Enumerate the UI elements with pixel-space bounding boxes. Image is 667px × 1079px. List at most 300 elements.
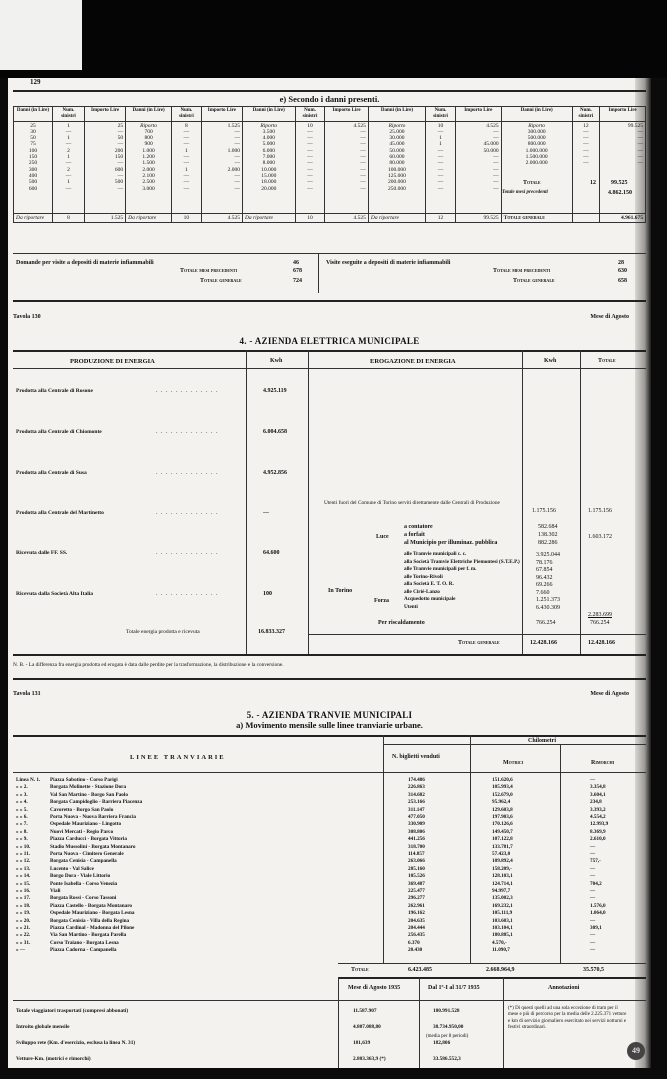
- danni-cell: 100: [28, 147, 38, 154]
- num-cell: —: [183, 141, 190, 148]
- line-rimorchi: —: [590, 777, 596, 783]
- imp-cell: —: [117, 141, 124, 148]
- summary-label: Introito globale mensile: [16, 1024, 70, 1030]
- line-motrici: 109.892,4: [492, 858, 513, 865]
- num-cell: —: [183, 154, 190, 161]
- forza-item: alla Società Tramvie Elettriche Piemontesi (S.T.E.P.): [404, 558, 520, 565]
- line-name: Val San Martino - Borgo San Paolo: [50, 791, 128, 798]
- num-cell: —: [183, 135, 190, 142]
- totale-generale-label: Totale generale: [501, 213, 572, 222]
- line-biglietti: 285.160: [408, 865, 425, 872]
- danni-cell: 7.000: [262, 154, 275, 161]
- col-header: Danni (in Lire): [501, 107, 572, 122]
- num-cell: —: [65, 185, 72, 192]
- col-header: Importo Lire: [455, 107, 501, 122]
- col-header: Num. sinistri: [52, 107, 84, 122]
- atm-tot-rim: 35.570,5: [583, 967, 604, 973]
- summary-v1: 4.807.088,80: [353, 1024, 381, 1030]
- line-number: » » 21.: [16, 925, 31, 931]
- num-cell: —: [437, 160, 444, 167]
- num-cell: 10: [307, 122, 313, 129]
- foot-label: Da riportare: [126, 213, 172, 222]
- line-biglietti: 105.526: [408, 873, 425, 880]
- danni-cell: 25.000: [389, 128, 405, 135]
- danni-cell: 80.000: [389, 160, 405, 167]
- sum-note: (*) Di questi quelli ad una sola eccezione di tram per il mese e più di percorso per la media delle 2.225.371 vetture e km di servizio giornaliero esercitato nei servizi notturni e festivi straordinari.: [508, 1006, 627, 1030]
- danni-cell: 500: [28, 179, 38, 186]
- per-riscaldamento: Per riscaldamento: [378, 620, 425, 626]
- line-name: Borgata Campidoglio - Barriera Piacenza: [50, 799, 143, 806]
- num-cell: 1: [67, 179, 70, 186]
- visite-val: 28: [618, 260, 624, 266]
- visite-tot-label: Totale generale: [513, 278, 555, 284]
- line-biglietti: 226.863: [408, 784, 425, 791]
- prod-val: 64.600: [263, 550, 280, 556]
- forza-item: alle Tramvie municipali c. c.: [404, 551, 467, 557]
- ric-val: 766.254: [536, 620, 556, 626]
- danni-cell: 600: [28, 185, 38, 192]
- num-cell: 2: [67, 147, 70, 154]
- prod-label: Prodotta alla Centrale di Chiomonte: [16, 429, 102, 435]
- danni-cell: Riporto: [388, 122, 406, 129]
- forza-label: Forza: [374, 598, 389, 604]
- line-name: Cavoretto - Borgo San Paolo: [50, 806, 114, 813]
- line-number: » » 12.: [16, 858, 31, 865]
- line-motrici: 152.679,0: [492, 791, 513, 798]
- num-cell: 12: [583, 122, 589, 129]
- col-header: Danni (in Lire): [126, 107, 172, 122]
- luce-item: a contatore: [404, 524, 433, 530]
- danni-values: [126, 121, 172, 213]
- foot-num: 10: [171, 213, 201, 222]
- num-cell: —: [583, 128, 589, 135]
- num-cell: —: [307, 154, 313, 161]
- num-cell: —: [583, 154, 589, 161]
- num-cell: 1: [439, 141, 442, 148]
- num-cell: 10: [437, 122, 444, 129]
- imp-cell: —: [493, 160, 499, 167]
- danni-cell: Riporto: [260, 122, 278, 129]
- line-name: Stadio Mussolini - Borgata Montanaro: [50, 843, 136, 850]
- line-biglietti: 196.162: [408, 910, 425, 917]
- line-rimorchi: —: [590, 873, 596, 880]
- danni-cell: 100.000: [388, 166, 406, 173]
- col-header: Num. sinistri: [295, 107, 325, 122]
- line-number: » » 5.: [16, 806, 28, 813]
- tavola-131: Tavola 131: [13, 691, 41, 697]
- imp-cell: —: [493, 135, 499, 142]
- line-motrici: 129.603,8: [492, 806, 513, 813]
- line-rimorchi: 1.064,0: [590, 910, 606, 917]
- line-motrici: 4.570,-: [492, 939, 507, 946]
- danni-cell: 800.000: [527, 141, 546, 148]
- line-name: Borgata Cenisia - Villa della Regina: [50, 917, 130, 924]
- section-title-danni: e) Secondo i danni presenti.: [279, 94, 380, 104]
- hdr-chilometri: Chilometri: [528, 738, 556, 744]
- line-rimorchi: 234,8: [590, 799, 602, 806]
- line-biglietti: 256.435: [408, 932, 425, 939]
- line-motrici: 105.993,4: [492, 784, 513, 791]
- line-name: Borgata Cenisia - Campanella: [50, 858, 117, 865]
- danni-cell: 3.000: [142, 185, 155, 192]
- foot-label: Da riportare: [242, 213, 295, 222]
- line-number: » » 17.: [16, 895, 31, 902]
- hdr-biglietti: N. biglietti venduti: [392, 754, 440, 760]
- foot-imp: 4.525: [325, 213, 369, 222]
- domande-label: Domande per visite a depositi di materie infiammabili: [16, 260, 154, 266]
- danni-cell: 60.000: [389, 154, 405, 161]
- imp-cell: 200: [114, 147, 124, 154]
- rule: [13, 90, 646, 92]
- danni-cell: 1.000: [142, 147, 155, 154]
- forza-item: Utenti: [404, 603, 418, 610]
- summary-v1: 11.587.907: [353, 1008, 377, 1014]
- imp-cell: 1.525: [227, 122, 240, 129]
- imp-cell: —: [234, 135, 240, 142]
- forza-item: alle Torino-Rivoli: [404, 573, 443, 580]
- scan-corner: [0, 0, 82, 70]
- num-cell: 1: [439, 135, 442, 142]
- forza-val: 3.925.044: [536, 552, 560, 558]
- danni-cell: Riporto: [528, 122, 546, 129]
- line-name: Piazza Sabotino - Corso Parigi: [50, 777, 118, 783]
- col-header: Importo Lire: [84, 107, 125, 122]
- line-rimorchi: —: [590, 895, 596, 902]
- imp-cell: 99.525: [627, 122, 643, 129]
- luce-val: 882.286: [538, 540, 558, 546]
- prod-label: Prodotta alla Centrale di Rosone: [16, 388, 93, 394]
- line-rimorchi: —: [590, 851, 596, 857]
- visite-tot-val: 658: [618, 278, 627, 284]
- num-cell: —: [437, 128, 444, 135]
- forza-item: alla Società E. T. O. R.: [404, 581, 454, 587]
- foot-label: Da riportare: [368, 213, 425, 222]
- line-biglietti: 369.487: [408, 880, 425, 887]
- danni-cell: 20.000: [261, 185, 277, 192]
- sum-hdr-3: Annotazioni: [548, 985, 580, 991]
- imp-cell: —: [637, 147, 643, 154]
- line-motrici: 11.090,7: [492, 947, 510, 954]
- line-biglietti: 20.430: [408, 947, 423, 954]
- num-cell: —: [183, 173, 190, 179]
- line-biglietti: 308.806: [408, 828, 425, 835]
- foot-imp: 99.525: [455, 213, 501, 222]
- line-number: » » 15.: [16, 880, 31, 887]
- num-values: [572, 121, 599, 213]
- atm-tot-big: 6.423.485: [408, 967, 432, 973]
- line-rimorchi: 1.576,0: [590, 902, 606, 909]
- line-number: » » 16.: [16, 888, 31, 894]
- line-biglietti: 441.256: [408, 836, 425, 843]
- imp-cell: 150: [114, 154, 124, 161]
- line-rimorchi: 3.604,1: [590, 791, 606, 798]
- line-name: Ospedale Mauriziano - Lingotto: [50, 821, 122, 828]
- imp-cell: —: [493, 173, 499, 179]
- line-rimorchi: —: [590, 917, 596, 924]
- col-header: Num. sinistri: [426, 107, 456, 122]
- line-biglietti: 204.635: [408, 917, 425, 924]
- col-header: Importo Lire: [325, 107, 369, 122]
- forza-val: 78.176: [536, 559, 553, 566]
- line-rimorchi: 3.393,2: [590, 806, 606, 813]
- line-motrici: 94.997,7: [492, 888, 511, 894]
- danni-cell: 50.000: [389, 147, 405, 154]
- line-number: » » 19.: [16, 910, 31, 917]
- foot-imp: 1.525: [84, 213, 125, 222]
- imp-cell: —: [117, 185, 124, 192]
- imp-cell: —: [234, 128, 240, 135]
- ric-tot: 766.254: [590, 620, 610, 626]
- num-cell: —: [307, 166, 313, 173]
- num-values: [426, 121, 456, 213]
- domande-tot-val: 724: [293, 278, 302, 284]
- forza-item: Acquedotto municipale: [404, 596, 456, 602]
- danni-cell: 25: [30, 122, 36, 129]
- danni-cell: 3.500: [262, 128, 275, 135]
- page-number-top: 129: [30, 78, 41, 86]
- totale-imp: 99.525: [611, 180, 628, 186]
- danni-cell: 10.000: [261, 166, 277, 173]
- num-cell: 1: [67, 135, 70, 142]
- danni-cell: 2.500: [142, 179, 155, 186]
- forza-val: 7.660: [536, 589, 550, 596]
- erog-total-label: Totale generale: [458, 640, 500, 646]
- danni-cell: 1.500: [142, 160, 155, 167]
- imp-cell: —: [234, 154, 240, 161]
- num-cell: —: [183, 128, 190, 135]
- imp-cell: 600: [114, 166, 124, 173]
- line-rimorchi: —: [590, 865, 596, 872]
- line-rimorchi: —: [590, 843, 596, 850]
- nb-note: N. B. - La differenza fra energia prodotta ed erogata è data dalle perdite per la trasformazione, la distribuzione e la conversione.: [13, 662, 284, 668]
- line-name: Piazza Castello - Borgata Montanaro: [50, 902, 133, 909]
- luce-val: 138.302: [538, 532, 558, 538]
- imp-cell: —: [637, 160, 643, 167]
- line-number: » » 13.: [16, 865, 31, 872]
- forza-val: 96.432: [536, 574, 553, 581]
- imp-cell: —: [360, 166, 366, 173]
- line-name: Piazza Cardinal - Madonna del Pilone: [50, 925, 135, 931]
- danni-cell: 300.000: [527, 128, 546, 135]
- foot-label: Da riportare: [14, 213, 53, 222]
- foot-num: 8: [52, 213, 84, 222]
- imp-cell: —: [493, 179, 499, 186]
- num-cell: —: [307, 160, 313, 167]
- num-values: [52, 121, 84, 213]
- hdr-kwh-2: Kwh: [544, 358, 557, 364]
- col-header: Danni (in Lire): [368, 107, 425, 122]
- line-rimorchi: 757,-: [590, 858, 601, 865]
- page-edge-shadow: [635, 78, 651, 1068]
- danni-cell: 250: [28, 160, 38, 167]
- line-biglietti: 253.166: [408, 799, 425, 806]
- line-motrici: 151.620,6: [492, 777, 513, 783]
- num-cell: —: [307, 185, 313, 192]
- forza-item: alle Cirié-Lanzo: [404, 588, 440, 595]
- col-header: Num. sinistri: [572, 107, 599, 122]
- danni-values: [242, 121, 295, 213]
- line-motrici: 105.111,9: [492, 910, 513, 917]
- line-motrici: 149.450,7: [492, 828, 513, 835]
- domande-prec-val: 678: [293, 268, 302, 274]
- col-header: Num. sinistri: [171, 107, 201, 122]
- num-cell: 1: [184, 166, 188, 173]
- line-motrici: 107.122,8: [492, 836, 513, 843]
- num-cell: 8: [184, 122, 188, 129]
- danni-cell: 1.000.000: [525, 147, 548, 154]
- page-number-bottom: 49: [627, 1042, 645, 1060]
- danni-cell: 8.000: [262, 160, 275, 167]
- imp-cell: 1.000: [227, 147, 240, 154]
- luce-tot: 1.603.172: [588, 534, 612, 540]
- luce-item: al Municipio per illuminaz. pubblica: [404, 540, 498, 546]
- summary-v2: 182,806: [433, 1040, 451, 1046]
- danni-cell: 125.000: [388, 173, 406, 179]
- atm-tot-label: Totale: [351, 967, 369, 973]
- line-number: » » 10.: [16, 843, 31, 850]
- line-biglietti: 225.477: [408, 888, 425, 894]
- document-page: [8, 78, 651, 1068]
- line-name: Piazza Carducci - Borgata Vittoria: [50, 836, 127, 843]
- erog-total: 12.428.166: [530, 640, 557, 646]
- prod-total: 16.833.327: [258, 629, 285, 635]
- danni-cell: 300: [28, 166, 38, 173]
- num-cell: —: [65, 173, 72, 179]
- sum-hdr-1: Mese di Agosto 1935: [348, 985, 401, 991]
- line-name: Lucento - Val Salice: [50, 865, 94, 872]
- hdr-rimorchi: Rimorchi: [591, 760, 615, 766]
- danni-cell: 150: [28, 154, 38, 161]
- danni-values: [14, 121, 53, 213]
- summary-v1: 2.803.363,9 (*): [353, 1056, 386, 1062]
- col-header: Danni (in Lire): [242, 107, 295, 122]
- imp-cell: 500: [114, 179, 124, 186]
- forza-val: 69.266: [536, 582, 553, 588]
- num-cell: —: [307, 179, 313, 186]
- num-cell: —: [437, 173, 444, 179]
- prod-val: —: [263, 510, 269, 516]
- num-cell: 1: [67, 122, 70, 129]
- imp-cell: —: [493, 185, 499, 192]
- line-number: » » 18.: [16, 902, 31, 909]
- line-name: Porta Nuova - Cimitero Generale: [50, 851, 124, 857]
- imp-cell: 50: [117, 135, 124, 142]
- imp-cell: —: [117, 128, 124, 135]
- line-number: » —: [16, 947, 26, 954]
- line-name: Corso Traiano - Borgata Lesna: [50, 939, 119, 946]
- danni-cell: 2.000: [142, 166, 155, 173]
- aem-title: 4. - AZIENDA ELETTRICA MUNICIPALE: [239, 336, 420, 346]
- line-rimorchi: 309,1: [590, 925, 602, 931]
- prod-label: Prodotta alla Centrale del Martinetto: [16, 510, 104, 516]
- line-name: Borgo Dora - Viale Littorio: [50, 873, 111, 880]
- prod-val: 4.925.119: [263, 388, 287, 394]
- forza-tot: 2.283.699: [588, 612, 612, 618]
- danni-cell: 15.000: [261, 173, 277, 179]
- line-motrici: 124.714,1: [492, 880, 513, 887]
- prod-label: Ricevuta dalle FF. SS.: [16, 550, 68, 556]
- num-cell: —: [65, 141, 72, 148]
- importo-values: [455, 121, 501, 213]
- line-name: Borgata Rossi - Corso Tassoni: [50, 895, 117, 902]
- line-motrici: 135.002,3: [492, 895, 513, 902]
- foot-imp: 4.525: [201, 213, 242, 222]
- imp-cell: —: [117, 173, 124, 179]
- danni-cell: 700: [144, 128, 153, 135]
- imp-cell: —: [493, 128, 499, 135]
- danni-cell: 2.000.000: [525, 160, 548, 167]
- imp-cell: —: [234, 141, 240, 148]
- leader-dots: . . . . . . . . . . . . .: [156, 388, 219, 394]
- hdr-produzione: PRODUZIONE DI ENERGIA: [70, 358, 155, 365]
- num-cell: —: [583, 160, 589, 167]
- line-rimorchi: —: [590, 932, 596, 939]
- line-motrici: 180.885,1: [492, 932, 513, 939]
- num-cell: —: [183, 160, 190, 167]
- leader-dots: . . . . . . . . . . . . .: [156, 429, 219, 435]
- line-rimorchi: 2.610,0: [590, 836, 606, 843]
- imp-cell: —: [637, 154, 643, 161]
- num-cell: —: [437, 154, 444, 161]
- leader-dots: . . . . . . . . . . . . .: [156, 550, 219, 556]
- line-motrici: 103.104,1: [492, 925, 513, 931]
- danni-table: [13, 106, 646, 223]
- imp-cell: —: [234, 173, 240, 179]
- imp-cell: 4.525: [353, 122, 366, 129]
- domande-val: 46: [293, 260, 299, 266]
- scan-dark-border: [0, 0, 667, 78]
- hdr-totale: Totale: [598, 358, 616, 364]
- line-number: » » 6.: [16, 814, 28, 820]
- imp-cell: —: [493, 166, 499, 173]
- num-cell: 2: [67, 166, 70, 173]
- line-motrici: 170.126,6: [492, 821, 513, 828]
- hdr-motrici: Motrici: [503, 760, 524, 766]
- danni-cell: 900: [144, 141, 153, 148]
- erog-total-2: 12.428.166: [588, 640, 615, 646]
- num-cell: 1: [184, 147, 188, 154]
- num-cell: —: [437, 185, 444, 192]
- imp-cell: 50.000: [483, 147, 499, 154]
- imp-cell: —: [360, 141, 366, 148]
- danni-values: [501, 121, 572, 213]
- num-cell: —: [307, 147, 313, 154]
- hdr-linee: LINEE TRANVIARIE: [130, 754, 226, 761]
- domande-tot-label: Totale generale: [200, 278, 242, 284]
- line-biglietti: 311.147: [408, 806, 425, 813]
- atm-subtitle: a) Movimento mensile sulle linee tranviarie urbane.: [236, 720, 423, 730]
- line-rimorchi: 704,2: [590, 880, 602, 887]
- danni-cell: 6.000: [262, 147, 275, 154]
- line-number: » » 11.: [16, 851, 30, 857]
- line-rimorchi: —: [590, 947, 596, 954]
- col-header: Importo Lire: [201, 107, 242, 122]
- importo-values: [201, 121, 242, 213]
- line-motrici: 128.103,1: [492, 873, 513, 880]
- num-cell: —: [183, 179, 190, 186]
- prod-val: 4.952.856: [263, 470, 287, 476]
- imp-cell: —: [360, 147, 366, 154]
- line-biglietti: 314.682: [408, 791, 425, 798]
- luce-item: a forfait: [404, 532, 425, 538]
- line-motrici: 95.962,4: [492, 799, 511, 806]
- num-values: [295, 121, 325, 213]
- line-biglietti: 262.961: [408, 902, 425, 909]
- line-biglietti: 6.370: [408, 939, 420, 946]
- danni-cell: 500.000: [527, 135, 546, 142]
- num-cell: —: [307, 128, 313, 135]
- line-number: » » 2.: [16, 784, 28, 791]
